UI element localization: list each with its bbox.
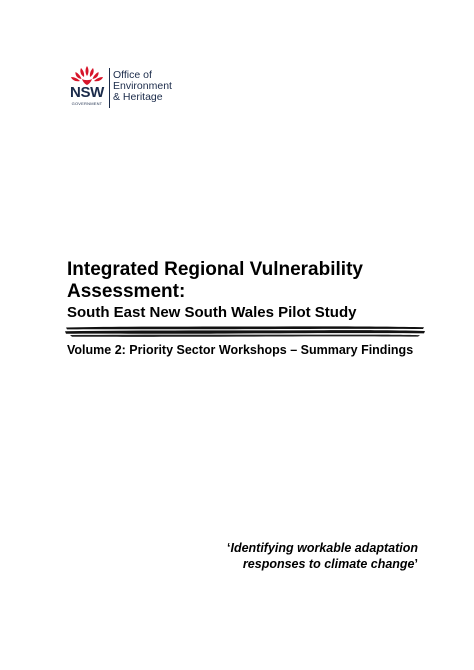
tagline-text-1: Identifying workable adaptation — [230, 541, 418, 555]
tagline-line-1 — [158, 540, 418, 556]
logo-divider — [109, 68, 110, 108]
agency-line-1: Office of — [113, 69, 152, 81]
nsw-government-mark — [68, 66, 106, 110]
government-caption: GOVERNMENT — [71, 101, 103, 106]
tagline-line-2 — [158, 556, 418, 572]
report-subtitle: South East New South Wales Pilot Study — [67, 304, 357, 321]
volume-heading: Volume 2: Priority Sector Workshops – Summary Findings — [67, 343, 414, 357]
report-title — [67, 259, 427, 303]
agency-line-2: Environment — [113, 80, 172, 92]
waratah-icon — [70, 66, 104, 86]
agency-line-3: & Heritage — [113, 91, 163, 103]
tagline-text-2: responses to climate change — [242, 557, 415, 571]
nsw-oeh-logo — [68, 66, 188, 110]
tagline-quote — [158, 540, 418, 572]
open-quote-mark: ‘ — [226, 541, 231, 555]
report-title-line-2: Assessment: — [67, 281, 186, 302]
close-quote-mark: ’ — [414, 557, 418, 571]
report-title-line-1: Integrated Regional Vulnerability — [67, 259, 363, 280]
nsw-wordmark: NSW — [69, 84, 105, 101]
brush-stroke-divider — [64, 324, 426, 338]
agency-name — [113, 70, 172, 103]
